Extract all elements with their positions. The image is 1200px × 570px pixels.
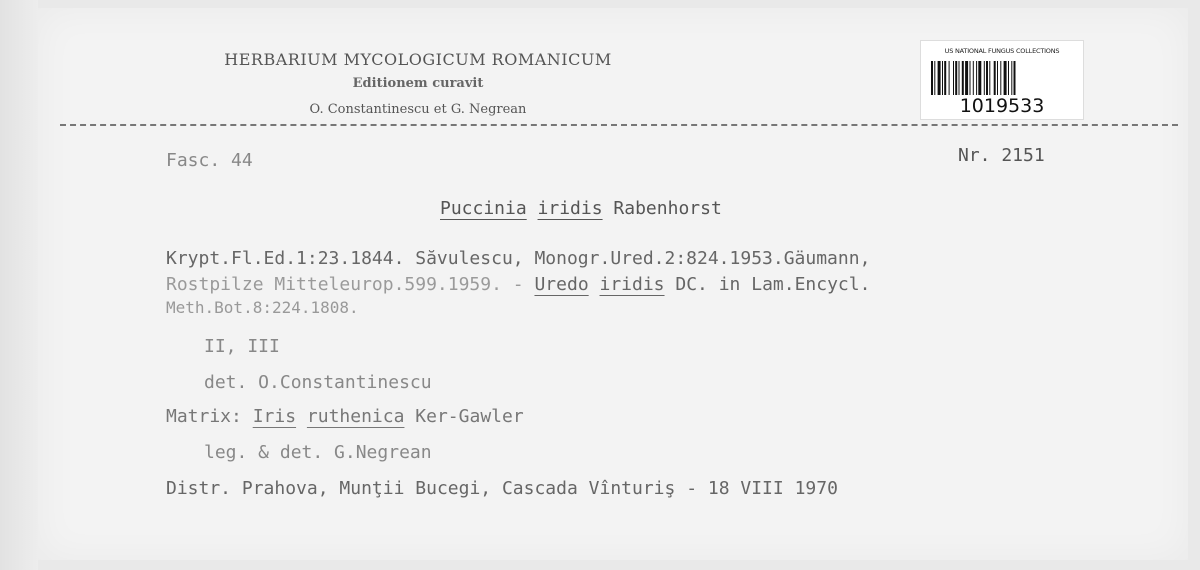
reference-line-3: Meth.Bot.8:224.1808. [166, 298, 359, 317]
distribution-locality: Prahova, Munţii Bucegi, Cascada Vînturiş [241, 478, 676, 499]
species-author: Rabenhorst [613, 198, 722, 219]
species-epithet: iridis [537, 198, 603, 219]
herbarium-subtitle: Editionem curavit [352, 76, 484, 91]
determiner: det. O.Constantinescu [204, 372, 432, 393]
distribution [166, 478, 838, 499]
herbarium-label [38, 8, 1188, 560]
barcode-icon [931, 61, 1073, 95]
scan-edge [0, 0, 38, 570]
exsiccata-number: Nr. 2151 [958, 145, 1045, 166]
synonym-genus: Uredo [534, 274, 589, 295]
herbarium-editors: O. Constantinescu et G. Negrean [309, 102, 527, 117]
synonym-epithet: iridis [599, 274, 665, 295]
distribution-label: Distr. [166, 478, 232, 499]
label-header [38, 8, 1188, 128]
reference-line-2 [166, 274, 870, 295]
spore-stages: II, III [204, 336, 280, 357]
barcode-collection: US NATIONAL FUNGUS COLLECTIONS [944, 47, 1060, 55]
barcode-number: 1019533 [959, 95, 1045, 117]
species-genus: Puccinia [440, 198, 527, 219]
host-genus: Iris [252, 406, 297, 427]
reference-line-1: Krypt.Fl.Ed.1:23.1844. Săvulescu, Monogr.Ured.2:824.1953.Gäumann, [166, 248, 871, 269]
reference-line-2-end: DC. in Lam.Encycl. [664, 274, 871, 295]
matrix-host [166, 406, 524, 427]
reference-line-2-start: Rostpilze Mitteleurop.599.1959. - [166, 274, 535, 295]
host-author: Ker-Gawler [415, 406, 524, 427]
header-divider [60, 124, 1178, 126]
matrix-label: Matrix: [166, 406, 242, 427]
collection-date: - 18 VIII 1970 [686, 478, 838, 499]
barcode-label [920, 40, 1084, 120]
collector: leg. & det. G.Negrean [204, 442, 432, 463]
fascicle-number: Fasc. 44 [166, 150, 253, 171]
host-epithet: ruthenica [306, 406, 405, 427]
species-name [440, 198, 722, 219]
herbarium-title: HERBARIUM MYCOLOGICUM ROMANICUM [224, 50, 612, 69]
